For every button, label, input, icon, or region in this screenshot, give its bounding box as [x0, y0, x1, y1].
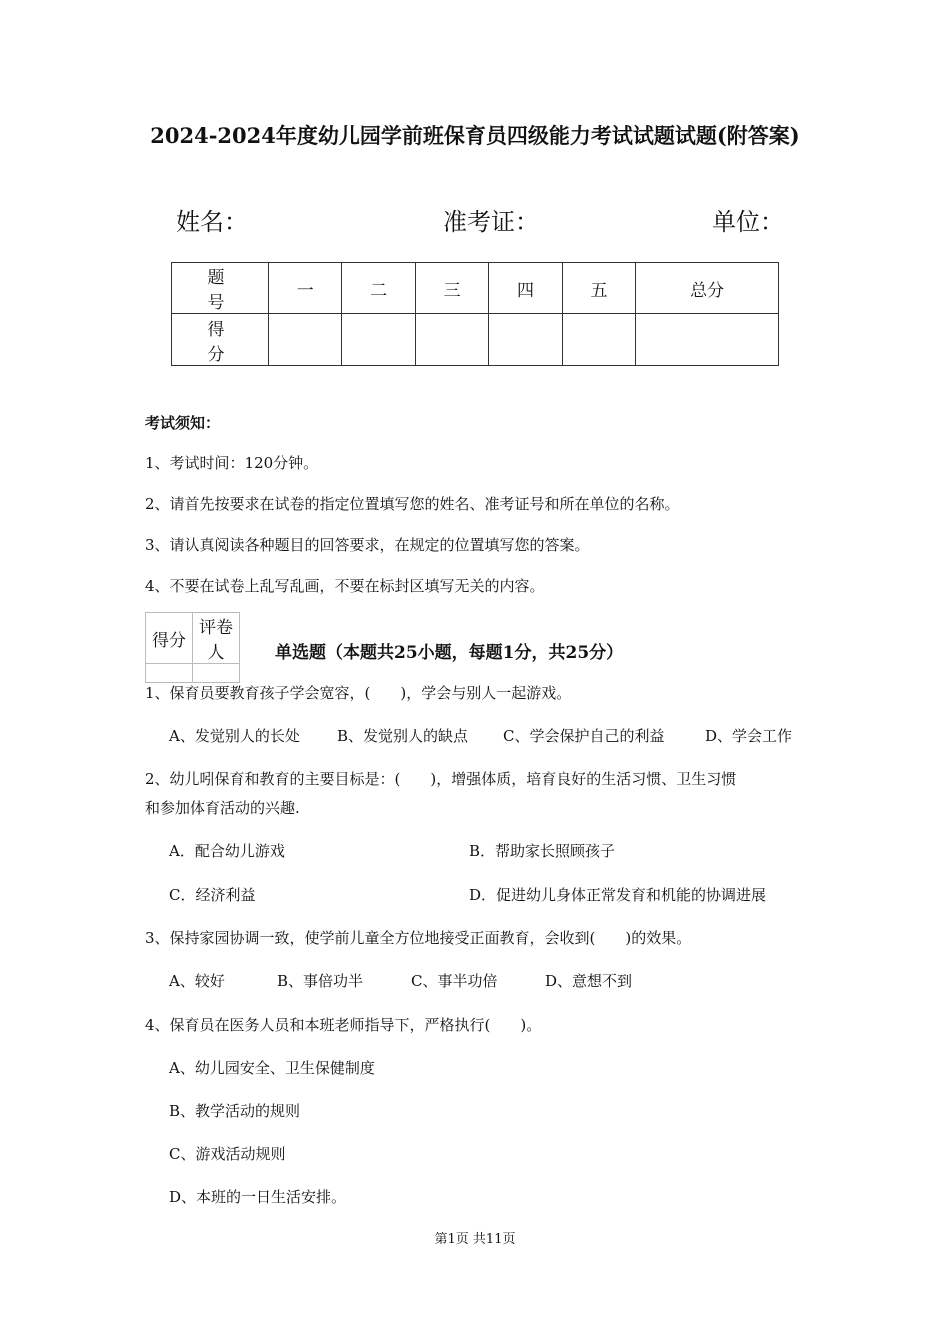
question-3-option-b: B、事倍功半	[277, 972, 364, 990]
score-cell-1[interactable]	[269, 314, 342, 366]
question-3-option-c: C、事半功倍	[411, 972, 498, 990]
score-table-row-label: 得 分	[172, 314, 269, 366]
question-4-option-a: A、幼儿园安全、卫生保健制度	[169, 1059, 375, 1077]
score-table-header-1: 一	[269, 263, 342, 314]
question-2-stem-line-2: 和参加体育活动的兴趣.	[145, 799, 300, 817]
question-2-option-c: C．经济利益	[169, 886, 256, 904]
score-cell-2[interactable]	[342, 314, 415, 366]
score-table-header-5: 五	[562, 263, 635, 314]
score-cell-5[interactable]	[562, 314, 635, 366]
question-4-option-c: C、游戏活动规则	[169, 1145, 286, 1163]
question-4-stem: 4、保育员在医务人员和本班老师指导下，严格执行( )。	[145, 1016, 542, 1034]
note-item-4: 4、不要在试卷上乱写乱画，不要在标封区填写无关的内容。	[145, 577, 545, 595]
question-3-stem: 3、保持家园协调一致，使学前儿童全方位地接受正面教育，会收到( )的效果。	[145, 929, 692, 947]
grader-score-cell[interactable]	[146, 664, 193, 683]
grader-reviewer-cell[interactable]	[193, 664, 240, 683]
grader-reviewer-label: 评卷人	[193, 613, 240, 664]
score-cell-4[interactable]	[489, 314, 562, 366]
score-table-header-3: 三	[415, 263, 488, 314]
note-item-3: 3、请认真阅读各种题目的回答要求，在规定的位置填写您的答案。	[145, 536, 590, 554]
question-1-option-c: C、学会保护自己的利益	[503, 727, 665, 745]
score-cell-total[interactable]	[636, 314, 779, 366]
question-2-option-a: A．配合幼儿游戏	[169, 842, 285, 860]
notes-title: 考试须知：	[145, 414, 221, 432]
score-table-header-4: 四	[489, 263, 562, 314]
question-1-option-d: D、学会工作	[705, 727, 793, 745]
score-table-header-2: 二	[342, 263, 415, 314]
grader-box	[145, 612, 240, 683]
question-3-option-a: A、较好	[169, 972, 225, 990]
unit-label: 单位：	[712, 208, 784, 236]
question-4-option-d: D、本班的一日生活安排。	[169, 1188, 347, 1206]
name-label: 姓名：	[176, 208, 248, 236]
note-item-1: 1、考试时间：120分钟。	[145, 454, 319, 472]
section-heading: 单选题（本题共25小题，每题1分，共25分）	[275, 643, 624, 663]
question-1-option-b: B、发觉别人的缺点	[337, 727, 469, 745]
note-item-2: 2、请首先按要求在试卷的指定位置填写您的姓名、准考证号和所在单位的名称。	[145, 495, 680, 513]
question-2-option-d: D．促进幼儿身体正常发育和机能的协调进展	[469, 886, 767, 904]
score-table-header-total: 总分	[636, 263, 779, 314]
grader-score-label: 得分	[146, 613, 193, 664]
question-2-option-b: B．帮助家长照顾孩子	[469, 842, 616, 860]
exam-id-label: 准考证：	[443, 208, 539, 236]
score-table	[171, 262, 779, 366]
question-4-option-b: B、教学活动的规则	[169, 1102, 301, 1120]
page-footer: 第1页 共11页	[434, 1232, 516, 1247]
score-table-score-row	[172, 314, 779, 366]
score-cell-3[interactable]	[415, 314, 488, 366]
score-table-header-label: 题 号	[172, 263, 269, 314]
score-table-header-row	[172, 263, 779, 314]
question-2-stem-line-1: 2、幼儿吲保育和教育的主要目标是：( )，增强体质，培育良好的生活习惯、卫生习惯	[145, 770, 737, 788]
question-3-option-d: D、意想不到	[545, 972, 633, 990]
question-1-option-a: A、发觉别人的长处	[169, 727, 300, 745]
document-title: 2024-2024年度幼儿园学前班保育员四级能力考试试题试题(附答案)	[150, 123, 800, 148]
question-1-stem: 1、保育员要教育孩子学会宽容，( )，学会与别人一起游戏。	[145, 684, 572, 702]
